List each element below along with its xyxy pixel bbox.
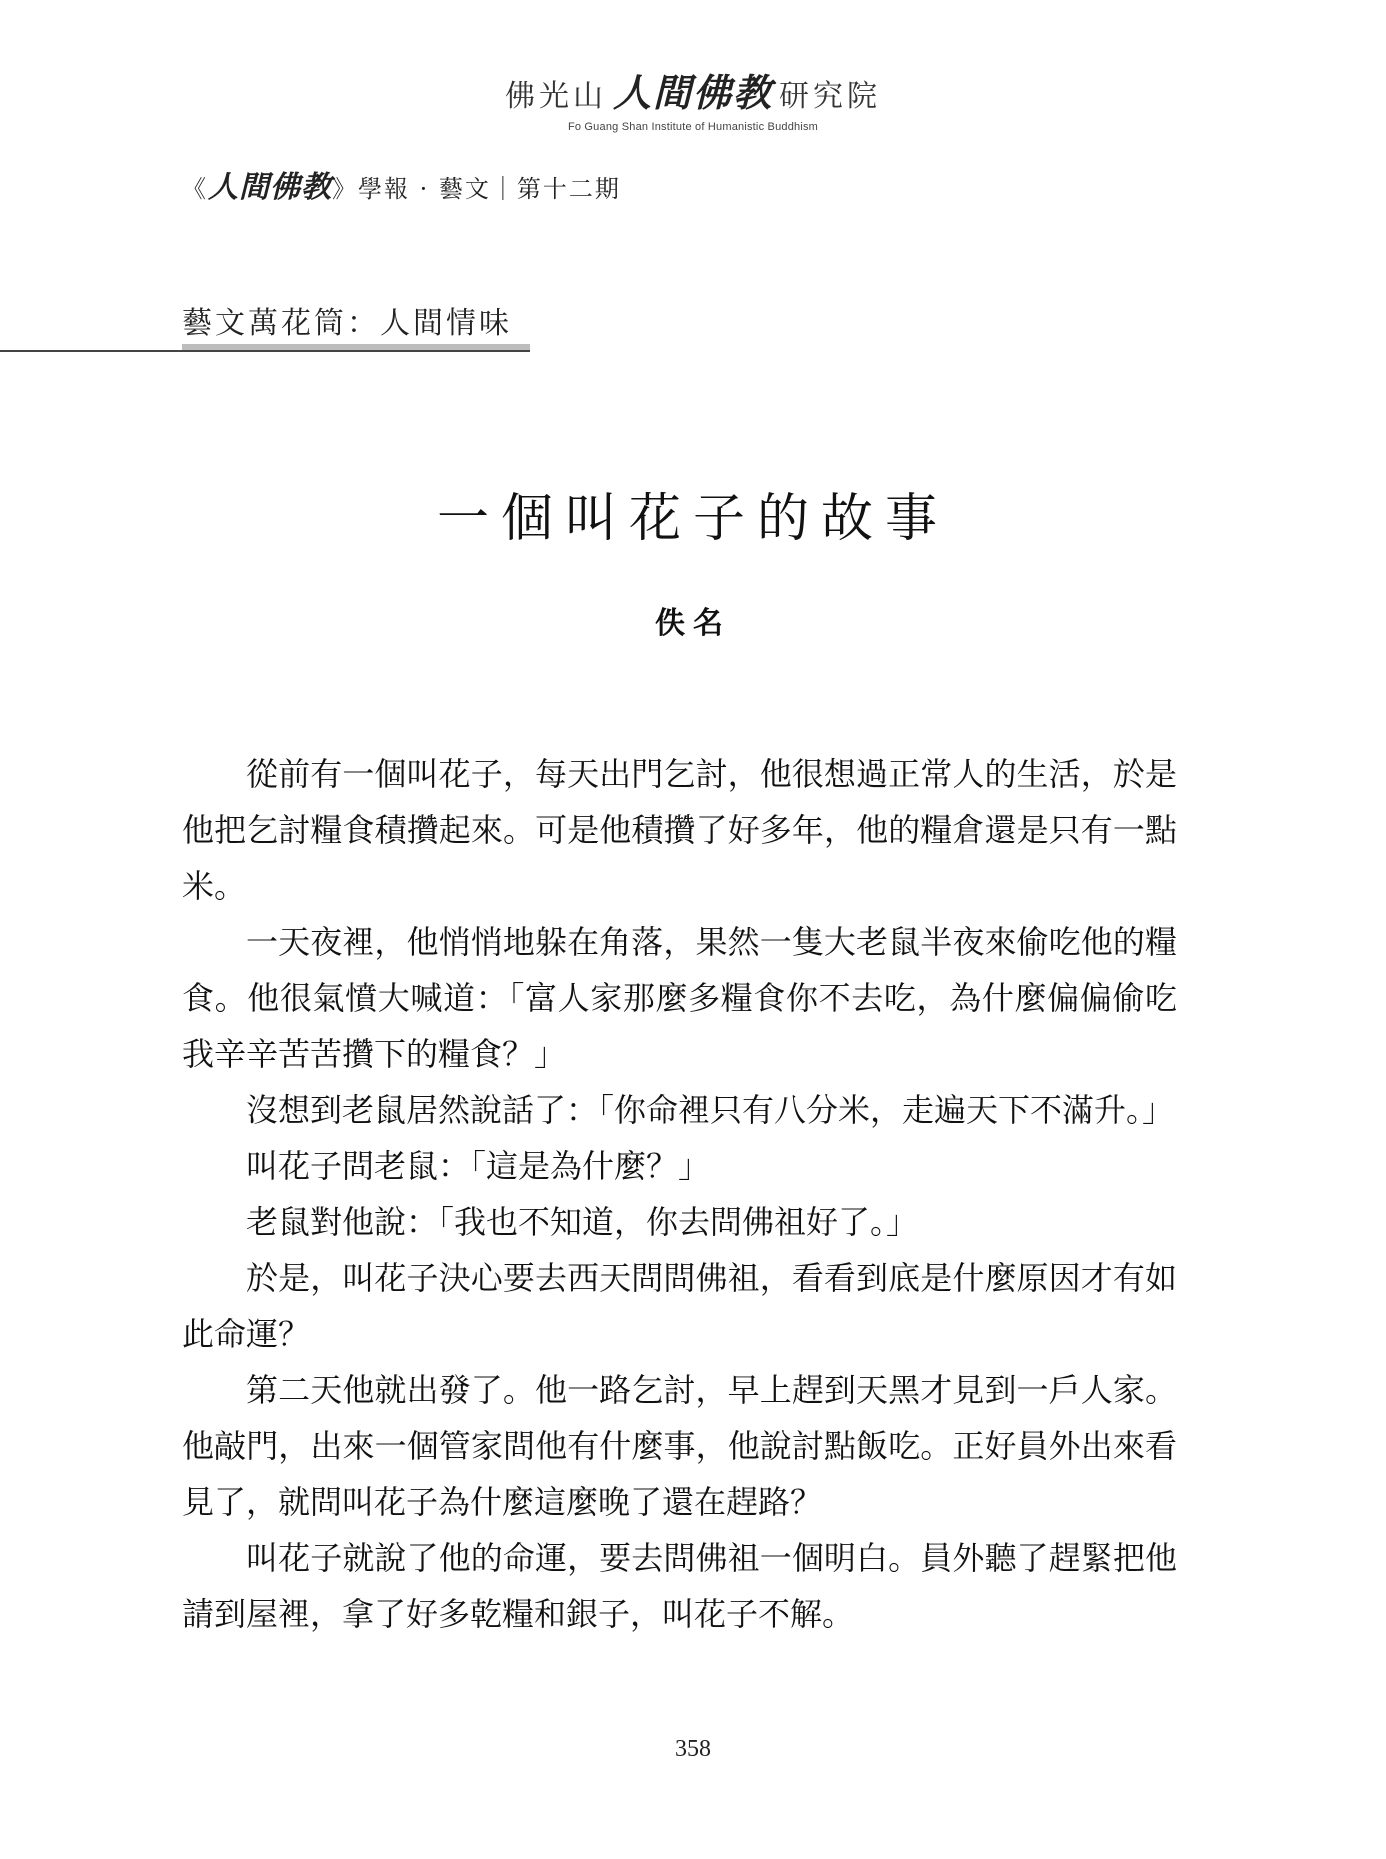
paragraph: 叫花子問老鼠：「這是為什麼？」 (246, 1147, 711, 1185)
article-body (182, 746, 1177, 1642)
paragraph: 老鼠對他說：「我也不知道，你去問佛祖好了。」 (246, 1203, 919, 1241)
logo-prefix: 佛光山 (504, 79, 607, 114)
section-divider (0, 350, 530, 352)
paragraph: 叫花子就說了他的命運，要去問佛祖一個明白。員外聽了趕緊把他請到屋裡，拿了好多乾糧和銀子，叫花子不解。 (182, 1539, 1177, 1633)
journal-open-bracket: 《 (182, 175, 208, 203)
logo-brand: 人間佛教 (612, 70, 773, 115)
paragraph: 第二天他就出發了。他一路乞討，早上趕到天黑才見到一戶人家。他敲門，出來一個管家問他有什麼事，他說討點飯吃。正好員外出來看見了，就問叫花子為什麼這麼晚了還在趕路？ (182, 1371, 1177, 1521)
article-author: 佚名 (655, 606, 731, 641)
logo-suffix: 研究院 (779, 79, 881, 114)
article-title: 一個叫花子的故事 (436, 489, 949, 549)
paragraph: 沒想到老鼠居然說話了：「你命裡只有八分米，走遍天下不滿升。」 (246, 1091, 1175, 1129)
paragraph: 於是，叫花子決心要去西天問問佛祖，看看到底是什麼原因才有如此命運？ (182, 1259, 1177, 1353)
paragraph: 從前有一個叫花子，每天出門乞討，他很想過正常人的生活，於是他把乞討糧食積攢起來。可是他積攢了好多年，他的糧倉還是只有一點米。 (182, 755, 1177, 905)
publisher-logo (0, 62, 1386, 133)
journal-issue: 》學報 · 藝文｜第十二期 (332, 175, 621, 203)
paragraph: 一天夜裡，他悄悄地躲在角落，果然一隻大老鼠半夜來偷吃他的糧食。他很氣憤大喊道：「富人家那麼多糧食你不去吃，為什麼偏偏偷吃我辛辛苦苦攢下的糧食？」 (182, 923, 1177, 1073)
section-heading: 藝文萬花筒：人間情味 (182, 306, 512, 341)
logo-subtitle: Fo Guang Shan Institute of Humanistic Buddhism (567, 121, 819, 133)
logo-text (505, 62, 881, 117)
page-number: 358 (675, 1736, 711, 1762)
journal-brand: 人間佛教 (208, 170, 332, 205)
journal-running-head (182, 162, 621, 206)
